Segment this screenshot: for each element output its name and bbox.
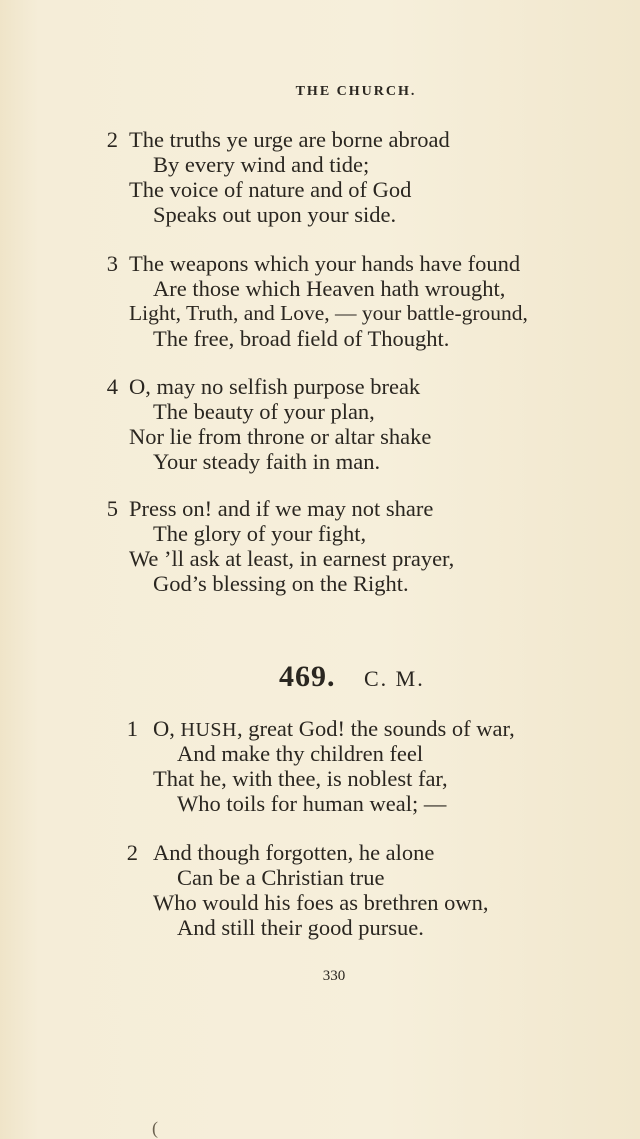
verse-line: The beauty of your plan, [153, 399, 375, 424]
verse-line: Are those which Heaven hath wrought, [153, 276, 506, 301]
verse-line: Who would his foes as brethren own, [153, 890, 489, 915]
verse-line: The free, broad field of Thought. [153, 326, 450, 351]
verse-line: God’s blessing on the Right. [153, 571, 409, 596]
verse-line: Speaks out upon your side. [153, 202, 397, 227]
stanza-5 [0, 496, 620, 596]
margin-mark: ( [152, 1118, 158, 1138]
stanza-4 [0, 374, 620, 474]
verse-line-smallcaps: HUSH [180, 719, 237, 741]
hymn-469-stanza-2 [0, 840, 620, 940]
stanza-number: 2 [106, 127, 118, 152]
verse-line: Nor lie from throne or altar shake [129, 424, 432, 449]
verse-line: And still their good pursue. [177, 915, 424, 940]
verse-line: And though forgotten, he alone [153, 840, 435, 865]
verse-line: The glory of your fight, [153, 521, 367, 546]
hymn-meter: C. M. [364, 666, 425, 691]
verse-line: That he, with thee, is noblest far, [153, 766, 448, 791]
stanza-number: 2 [126, 840, 138, 865]
verse-line: Who toils for human weal; — [177, 791, 447, 816]
stanza-number: 3 [106, 251, 118, 276]
stanza-number: 5 [106, 496, 118, 521]
verse-line: O, may no selfish purpose break [129, 374, 421, 399]
stanza-number: 4 [106, 374, 118, 399]
stanza-number: 1 [126, 716, 138, 741]
verse-line: We ’ll ask at least, in earnest prayer, [129, 546, 455, 571]
verse-line: By every wind and tide; [153, 152, 370, 177]
verse-line: Your steady faith in man. [153, 449, 381, 474]
stanza-3 [0, 251, 620, 351]
page-number: 330 [322, 968, 346, 984]
hymn-number: 469. [279, 660, 336, 693]
verse-line: Press on! and if we may not share [129, 496, 434, 521]
verse-line: The weapons which your hands have found [129, 251, 521, 276]
stanza-2 [0, 127, 620, 227]
verse-line-rest: , great God! the sounds of war, [236, 716, 515, 741]
verse-line: And make thy children feel [177, 741, 424, 766]
verse-line-start: O, [153, 716, 181, 741]
hymn-469-stanza-1 [0, 716, 620, 816]
verse-line: Can be a Christian true [177, 865, 385, 890]
running-head: THE CHURCH. [295, 84, 417, 99]
verse-line: The voice of nature and of God [129, 177, 412, 202]
verse-line: Light, Truth, and Love, — your battle-ground, [129, 301, 528, 325]
verse-line: The truths ye urge are borne abroad [129, 127, 450, 152]
